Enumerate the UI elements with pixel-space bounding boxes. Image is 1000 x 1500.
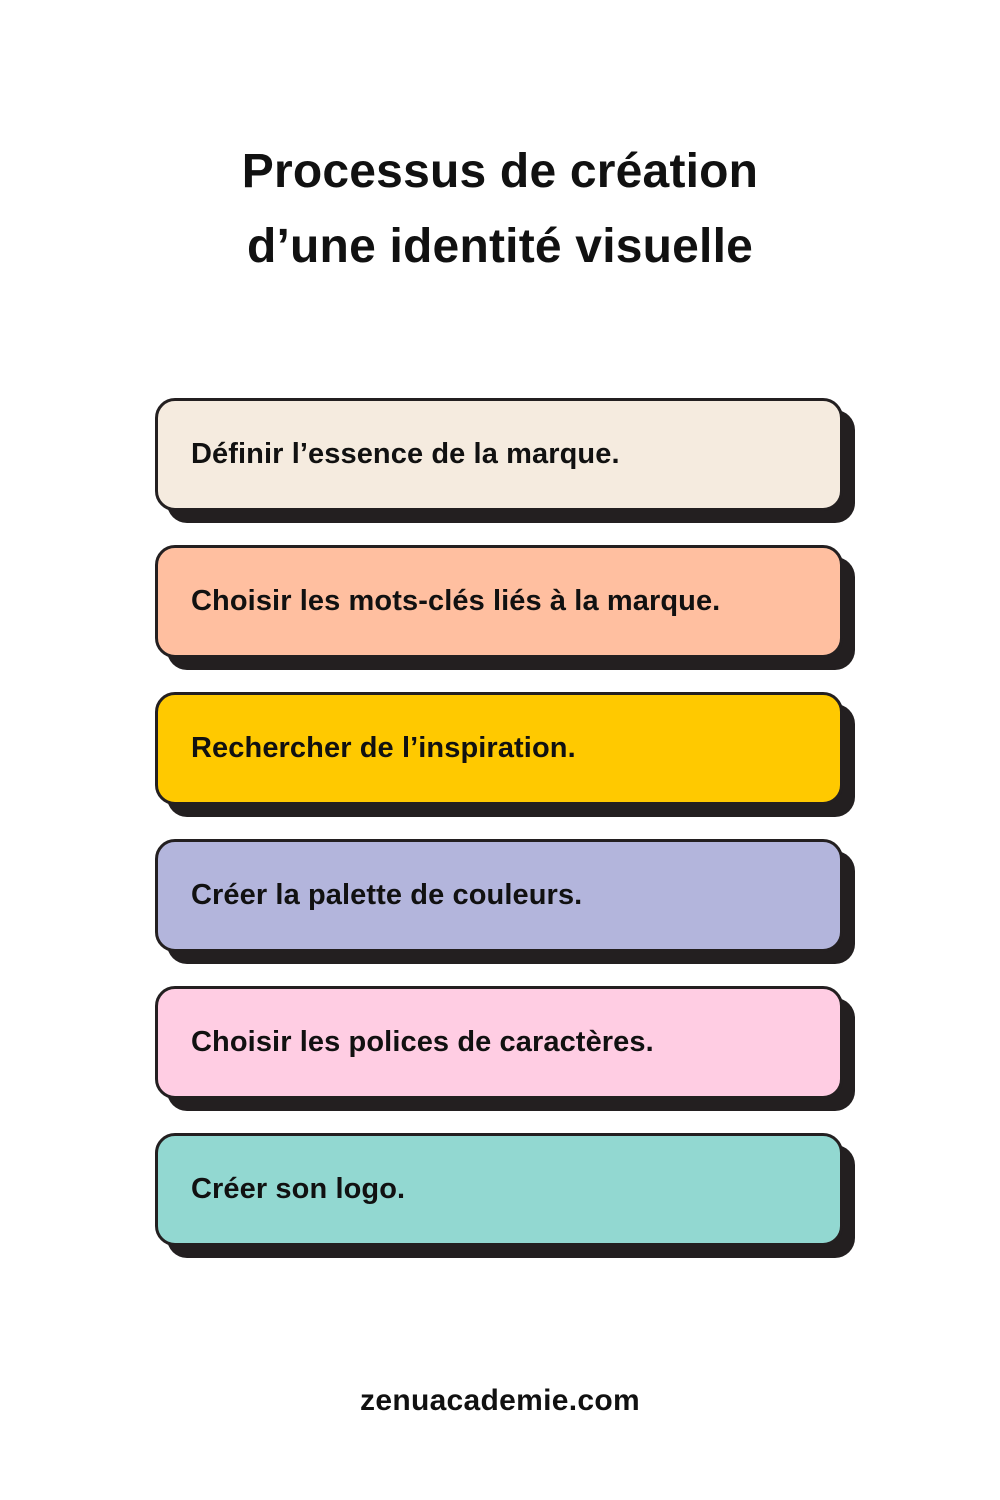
step-4-label: Créer la palette de couleurs. (191, 879, 583, 911)
step-5-box (155, 986, 843, 1099)
step-1-box (155, 398, 843, 511)
step-2-label: Choisir les mots-clés liés à la marque. (191, 585, 721, 617)
step-2-box (155, 545, 843, 658)
step-3-label: Rechercher de l’inspiration. (191, 732, 576, 764)
step-6 (155, 1133, 843, 1246)
step-2 (155, 545, 843, 658)
step-3 (155, 692, 843, 805)
step-6-label: Créer son logo. (191, 1173, 406, 1205)
step-5-label: Choisir les polices de caractères. (191, 1026, 654, 1058)
step-5 (155, 986, 843, 1099)
process-steps-list (155, 398, 855, 1280)
step-6-box (155, 1133, 843, 1246)
step-4-box (155, 839, 843, 952)
step-4 (155, 839, 843, 952)
website-footer: zenuacademie.com (360, 1384, 640, 1417)
step-3-box (155, 692, 843, 805)
step-1-label: Définir l’essence de la marque. (191, 438, 620, 470)
title-line-1: Processus de création (241, 145, 759, 198)
step-1 (155, 398, 843, 511)
title-line-2: d’une identité visuelle (246, 220, 754, 273)
page-title (0, 134, 1000, 284)
